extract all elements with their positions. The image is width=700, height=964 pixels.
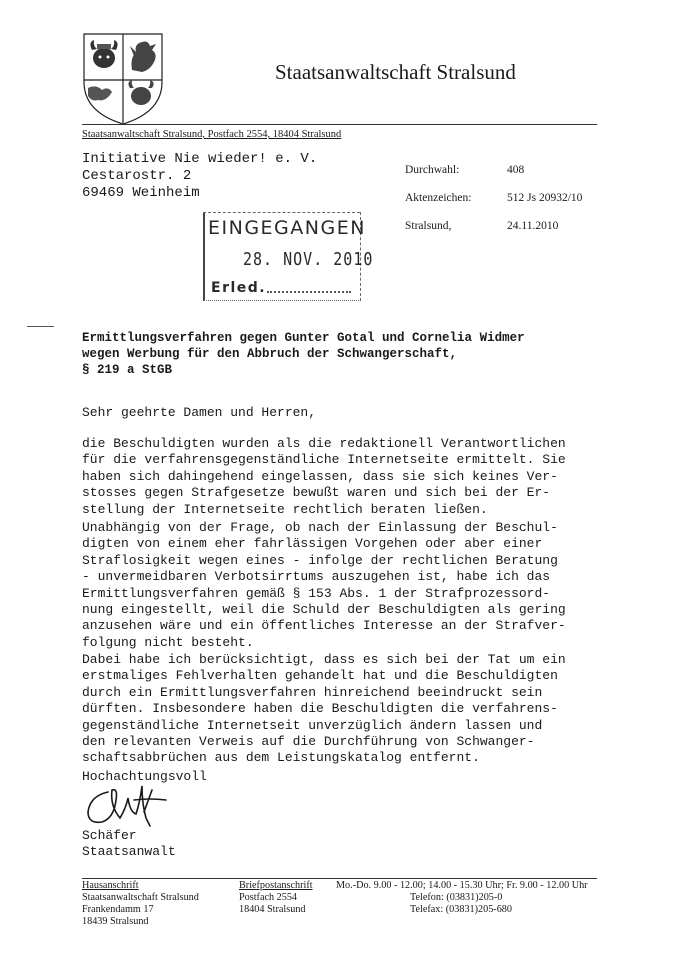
signer-block: [82, 828, 176, 861]
footer-phone: Telefon: (03831)205-0: [410, 892, 503, 903]
text-line: Dabei habe ich berücksichtigt, dass es sich bei der Tat um ein: [82, 652, 566, 667]
subject-line-3: § 219 a StGB: [82, 363, 173, 377]
griffin-icon: [130, 42, 156, 73]
signer-title: Staatsanwalt: [82, 844, 176, 860]
text-line: für die verfahrensgegenständliche Internetseite ermittelt. Sie: [82, 452, 566, 468]
return-address: Staatsanwaltschaft Stralsund, Postfach 2554, 18404 Stralsund: [82, 129, 342, 140]
text-line: schaftsabbrüchen aus dem Leistungskatalog entfernt.: [82, 750, 480, 766]
meta-value: 24.11.2010: [507, 220, 559, 232]
footer-address: [82, 880, 199, 928]
salutation: [82, 405, 602, 421]
footer-postal: [239, 880, 313, 916]
subject-line-2: wegen Werbung für den Abbruch der Schwangerschaft,: [82, 347, 458, 361]
text-line: stellung der Internetseite rechtlich beraten ließen.: [82, 501, 488, 517]
text-line: - unvermeidbaren Verbotsirrtums auszugehen ist, habe ich das: [82, 569, 551, 585]
text-line: gegenständliche Internetseit unverzüglich ändern lassen und: [82, 717, 543, 733]
bull-lower-icon: [128, 80, 153, 105]
salutation-text: Sehr geehrte Damen und Herren,: [82, 405, 317, 420]
subject-line-1: Ermittlungsverfahren gegen Gunter Gotal und Cornelia Widmer: [82, 331, 525, 345]
stamp-erled-label: Erled.: [211, 280, 267, 296]
stamp-title: EINGEGANGEN: [208, 217, 366, 239]
meta-label: Stralsund,: [405, 220, 452, 232]
griffin-lower-icon: [88, 86, 112, 100]
text-line: haben sich dahingehend eingelassen, dass sie sich keines Ver-: [82, 468, 558, 484]
office-title: Staatsanwaltschaft Stralsund: [275, 60, 516, 84]
fold-mark: [27, 326, 54, 327]
footer-postal-heading: Briefpostanschrift: [239, 880, 313, 891]
text-line: die Beschuldigten wurden als die redaktionell Verantwortlichen: [82, 436, 566, 451]
text-line: Straflosigkeit wegen eines - infolge der rechtlichen Beratung: [82, 552, 558, 568]
signer-name: Schäfer: [82, 828, 137, 843]
footer-postal-line: 18404 Stralsund: [239, 904, 306, 915]
subject-line: [82, 330, 525, 378]
header-rule: [82, 124, 597, 125]
recipient-street: Cestarostr. 2: [82, 168, 192, 184]
closing-text: Hochachtungsvoll: [82, 769, 207, 784]
footer-address-line: Staatsanwaltschaft Stralsund: [82, 892, 199, 903]
meta-value: 512 Js 20932/10: [507, 192, 583, 204]
paragraph: [82, 652, 602, 767]
footer-postal-line: Postfach 2554: [239, 892, 298, 903]
recipient-address: [82, 151, 317, 202]
coat-of-arms-icon: [78, 30, 168, 128]
paragraph: [82, 436, 602, 518]
footer-fax: Telefax: (03831)205-680: [410, 904, 512, 915]
stamp-dotted-line: [267, 291, 351, 293]
text-line: digten von einem eher fahrlässigen Vorgehen oder aber einer: [82, 536, 543, 552]
footer-hours: Mo.-Do. 9.00 - 12.00; 14.00 - 15.30 Uhr; Fr. 9.00 - 12.00 Uhr: [336, 880, 588, 891]
recipient-city: 69469 Weinheim: [82, 185, 200, 201]
footer-address-heading: Hausanschrift: [82, 880, 139, 891]
stamp-border: [203, 212, 360, 213]
recipient-name: Initiative Nie wieder! e. V.: [82, 151, 318, 167]
text-line: anzusehen wäre und ein öffentliches Interesse an der Strafver-: [82, 618, 566, 634]
received-stamp: [203, 212, 374, 301]
stamp-date: 28. NOV. 2010: [243, 248, 374, 270]
text-line: dürften. Insbesondere haben die Beschuldigten die verfahrens-: [82, 701, 558, 717]
footer-address-line: 18439 Stralsund: [82, 916, 149, 927]
meta-label: Aktenzeichen:: [405, 192, 472, 204]
text-line: durch ein Ermittlungsverfahren hinreichend beeindruckt sein: [82, 684, 543, 700]
footer-address-line: Frankendamm 17: [82, 904, 154, 915]
text-line: folgung nicht besteht.: [82, 634, 254, 650]
text-line: nung eingestellt, weil die Schuld der Beschuldigten als gering: [82, 602, 566, 618]
text-line: den relevanten Verweis auf die Durchführung von Schwanger-: [82, 734, 535, 750]
text-line: Unabhängig von der Frage, ob nach der Einlassung der Beschul-: [82, 520, 558, 535]
footer-rule: [82, 878, 597, 879]
paragraph: [82, 520, 602, 651]
text-line: erstmaliges Fehlverhalten gehandelt hat und die Beschuldigten: [82, 668, 558, 684]
bull-head-icon: [90, 40, 117, 68]
meta-label: Durchwahl:: [405, 164, 460, 176]
meta-value: 408: [507, 164, 525, 176]
text-line: stosses gegen Strafgesetze bewußt waren und sich bei der Er-: [82, 485, 551, 501]
text-line: Ermittlungsverfahren gemäß § 153 Abs. 1 der Strafprozessord-: [82, 585, 551, 601]
